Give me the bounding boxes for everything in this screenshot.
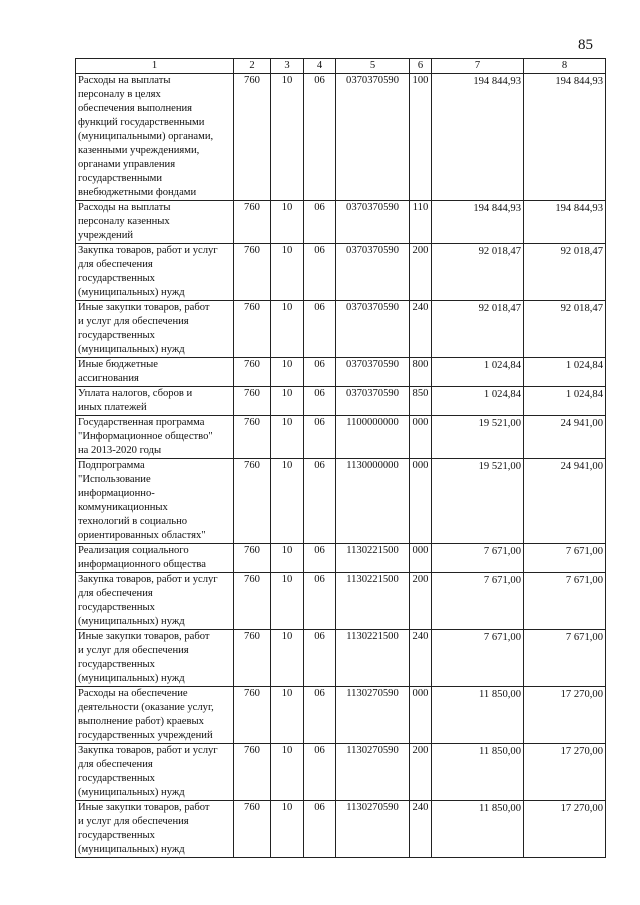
row-amount-col8-cell — [524, 301, 606, 358]
row-expense-type-cell: 850 — [410, 387, 432, 416]
row-name-line: (муниципальных) нужд — [78, 344, 185, 355]
row-target-article-cell: 1130221500 — [336, 630, 410, 687]
row-section-cell: 10 — [271, 387, 304, 416]
row-gv-cell: 760 — [234, 244, 271, 301]
row-section-cell: 10 — [271, 459, 304, 544]
row-expense-type-cell: 100 — [410, 74, 432, 201]
row-subsection-cell: 06 — [304, 416, 336, 459]
amount-value: 7 671,00 — [565, 546, 603, 557]
row-target-article-cell: 0370370590 — [336, 387, 410, 416]
amount-value: 92 018,47 — [560, 303, 603, 314]
header-cell-2: 2 — [234, 59, 271, 74]
row-section-cell: 10 — [271, 416, 304, 459]
row-gv-cell: 760 — [234, 201, 271, 244]
amount-value: 17 270,00 — [560, 746, 603, 757]
header-cell-3: 3 — [271, 59, 304, 74]
row-name-line: (муниципальных) нужд — [78, 287, 185, 298]
row-name-cell — [76, 244, 234, 301]
row-name-cell — [76, 544, 234, 573]
row-gv-cell: 760 — [234, 544, 271, 573]
row-name-line: Иные закупки товаров, работ — [78, 302, 210, 313]
row-name-line: коммуникационных — [78, 502, 168, 513]
row-name-cell — [76, 416, 234, 459]
row-name-cell — [76, 201, 234, 244]
table-row — [76, 630, 606, 687]
row-section-cell: 10 — [271, 573, 304, 630]
amount-value: 17 270,00 — [560, 803, 603, 814]
row-amount-col8-cell — [524, 744, 606, 801]
header-cell-7: 7 — [432, 59, 524, 74]
row-amount-col7-cell — [432, 301, 524, 358]
row-name-cell — [76, 74, 234, 201]
row-name-line: казенными учреждениями, — [78, 145, 200, 156]
row-subsection-cell: 06 — [304, 573, 336, 630]
row-expense-type-cell: 240 — [410, 801, 432, 858]
row-amount-col8-cell — [524, 801, 606, 858]
row-section-cell: 10 — [271, 744, 304, 801]
row-expense-type-cell: 000 — [410, 459, 432, 544]
amount-value: 92 018,47 — [560, 246, 603, 257]
row-subsection-cell: 06 — [304, 358, 336, 387]
row-name-line: функций государственными — [78, 117, 205, 128]
row-gv-cell: 760 — [234, 358, 271, 387]
row-amount-col8-cell — [524, 387, 606, 416]
row-name-line: обеспечения выполнения — [78, 103, 193, 114]
row-section-cell: 10 — [271, 630, 304, 687]
table-row — [76, 573, 606, 630]
row-section-cell: 10 — [271, 244, 304, 301]
amount-value: 17 270,00 — [560, 689, 603, 700]
row-target-article-cell: 0370370590 — [336, 244, 410, 301]
header-cell-5: 5 — [336, 59, 410, 74]
row-expense-type-cell: 110 — [410, 201, 432, 244]
amount-value: 11 850,00 — [479, 803, 521, 814]
row-subsection-cell: 06 — [304, 74, 336, 201]
row-amount-col8-cell — [524, 74, 606, 201]
row-name-line: Расходы на выплаты — [78, 75, 171, 86]
row-name-line: персоналу в целях — [78, 89, 161, 100]
row-amount-col7-cell — [432, 630, 524, 687]
row-target-article-cell: 1130221500 — [336, 544, 410, 573]
table-row — [76, 744, 606, 801]
table-row — [76, 201, 606, 244]
amount-value: 7 671,00 — [483, 632, 521, 643]
row-name-line: Закупка товаров, работ и услуг — [78, 745, 218, 756]
row-name-line: государственными — [78, 173, 163, 184]
row-name-cell — [76, 301, 234, 358]
row-gv-cell: 760 — [234, 74, 271, 201]
row-name-cell — [76, 573, 234, 630]
row-name-line: Уплата налогов, сборов и — [78, 388, 193, 399]
amount-value: 92 018,47 — [478, 303, 521, 314]
row-amount-col7-cell — [432, 201, 524, 244]
row-amount-col7-cell — [432, 244, 524, 301]
table-row — [76, 544, 606, 573]
row-name-line: персоналу казенных — [78, 216, 170, 227]
row-name-line: Расходы на обеспечение — [78, 688, 188, 699]
row-gv-cell: 760 — [234, 573, 271, 630]
row-name-line: ориентированных областях" — [78, 530, 206, 541]
row-section-cell: 10 — [271, 544, 304, 573]
row-subsection-cell: 06 — [304, 544, 336, 573]
row-name-line: государственных — [78, 830, 155, 841]
row-expense-type-cell: 200 — [410, 244, 432, 301]
row-name-line: Реализация социального — [78, 545, 189, 556]
row-section-cell: 10 — [271, 358, 304, 387]
row-subsection-cell: 06 — [304, 801, 336, 858]
row-name-line: Закупка товаров, работ и услуг — [78, 574, 218, 585]
row-amount-col7-cell — [432, 744, 524, 801]
row-amount-col8-cell — [524, 687, 606, 744]
row-name-line: государственных — [78, 330, 155, 341]
row-name-line: Расходы на выплаты — [78, 202, 171, 213]
row-gv-cell: 760 — [234, 630, 271, 687]
row-name-line: (муниципальных) нужд — [78, 844, 185, 855]
row-section-cell: 10 — [271, 201, 304, 244]
amount-value: 1 024,84 — [565, 360, 603, 371]
row-target-article-cell: 1130270590 — [336, 801, 410, 858]
row-name-cell — [76, 358, 234, 387]
row-target-article-cell: 1100000000 — [336, 416, 410, 459]
row-name-line: на 2013-2020 годы — [78, 445, 162, 456]
row-name-line: внебюджетными фондами — [78, 187, 197, 198]
row-subsection-cell: 06 — [304, 244, 336, 301]
row-name-line: и услуг для обеспечения — [78, 645, 189, 656]
row-target-article-cell: 0370370590 — [336, 301, 410, 358]
row-subsection-cell: 06 — [304, 201, 336, 244]
table-row — [76, 244, 606, 301]
table-row — [76, 74, 606, 201]
row-target-article-cell: 0370370590 — [336, 201, 410, 244]
row-amount-col8-cell — [524, 416, 606, 459]
row-amount-col7-cell — [432, 573, 524, 630]
row-name-cell — [76, 744, 234, 801]
row-name-cell — [76, 630, 234, 687]
header-row — [76, 59, 606, 74]
table-row — [76, 687, 606, 744]
row-subsection-cell: 06 — [304, 459, 336, 544]
amount-value: 194 844,93 — [473, 203, 521, 214]
row-expense-type-cell: 200 — [410, 744, 432, 801]
table-row — [76, 801, 606, 858]
row-expense-type-cell: 000 — [410, 416, 432, 459]
row-name-line: органами управления — [78, 159, 176, 170]
row-subsection-cell: 06 — [304, 687, 336, 744]
amount-value: 194 844,93 — [555, 203, 603, 214]
row-amount-col7-cell — [432, 74, 524, 201]
row-name-line: Иные бюджетные — [78, 359, 158, 370]
row-expense-type-cell: 800 — [410, 358, 432, 387]
row-amount-col7-cell — [432, 801, 524, 858]
row-name-line: Иные закупки товаров, работ — [78, 631, 210, 642]
amount-value: 24 941,00 — [560, 418, 603, 429]
amount-value: 19 521,00 — [478, 461, 521, 472]
row-target-article-cell: 0370370590 — [336, 74, 410, 201]
row-name-cell — [76, 387, 234, 416]
budget-table — [75, 58, 606, 858]
row-name-line: учреждений — [78, 230, 134, 241]
row-name-line: ассигнования — [78, 373, 139, 384]
page-number: 85 — [578, 37, 593, 53]
table-row — [76, 416, 606, 459]
row-amount-col8-cell — [524, 201, 606, 244]
row-name-line: Закупка товаров, работ и услуг — [78, 245, 218, 256]
row-section-cell: 10 — [271, 801, 304, 858]
amount-value: 1 024,84 — [565, 389, 603, 400]
row-section-cell: 10 — [271, 687, 304, 744]
row-name-line: Государственная программа — [78, 417, 205, 428]
row-target-article-cell: 1130221500 — [336, 573, 410, 630]
row-amount-col7-cell — [432, 687, 524, 744]
row-expense-type-cell: 240 — [410, 301, 432, 358]
row-name-line: и услуг для обеспечения — [78, 816, 189, 827]
row-name-line: для обеспечения — [78, 259, 153, 270]
row-gv-cell: 760 — [234, 459, 271, 544]
amount-value: 7 671,00 — [565, 632, 603, 643]
row-name-line: государственных — [78, 602, 155, 613]
row-name-line: государственных учреждений — [78, 730, 213, 741]
row-gv-cell: 760 — [234, 687, 271, 744]
amount-value: 7 671,00 — [483, 575, 521, 586]
row-name-line: (муниципальных) нужд — [78, 616, 185, 627]
row-name-line: информационно- — [78, 488, 155, 499]
row-section-cell: 10 — [271, 74, 304, 201]
row-name-line: и услуг для обеспечения — [78, 316, 189, 327]
row-name-line: (муниципальных) нужд — [78, 787, 185, 798]
row-name-line: "Использование — [78, 474, 151, 485]
amount-value: 11 850,00 — [479, 746, 521, 757]
row-subsection-cell: 06 — [304, 387, 336, 416]
row-name-line: государственных — [78, 659, 155, 670]
row-target-article-cell: 0370370590 — [336, 358, 410, 387]
row-name-cell — [76, 459, 234, 544]
row-name-line: деятельности (оказание услуг, — [78, 702, 214, 713]
row-expense-type-cell: 200 — [410, 573, 432, 630]
row-subsection-cell: 06 — [304, 301, 336, 358]
row-name-line: "Информационное общество" — [78, 431, 213, 442]
row-gv-cell: 760 — [234, 744, 271, 801]
row-gv-cell: 760 — [234, 416, 271, 459]
row-amount-col8-cell — [524, 630, 606, 687]
row-target-article-cell: 1130000000 — [336, 459, 410, 544]
row-amount-col8-cell — [524, 544, 606, 573]
amount-value: 1 024,84 — [483, 360, 521, 371]
row-amount-col7-cell — [432, 358, 524, 387]
amount-value: 19 521,00 — [478, 418, 521, 429]
table-row — [76, 459, 606, 544]
row-amount-col7-cell — [432, 416, 524, 459]
row-amount-col8-cell — [524, 573, 606, 630]
row-name-line: (муниципальных) нужд — [78, 673, 185, 684]
row-target-article-cell: 1130270590 — [336, 744, 410, 801]
row-amount-col8-cell — [524, 358, 606, 387]
row-name-cell — [76, 801, 234, 858]
row-amount-col7-cell — [432, 387, 524, 416]
row-name-line: государственных — [78, 273, 155, 284]
row-name-line: для обеспечения — [78, 588, 153, 599]
row-amount-col7-cell — [432, 459, 524, 544]
row-gv-cell: 760 — [234, 301, 271, 358]
amount-value: 92 018,47 — [478, 246, 521, 257]
row-expense-type-cell: 000 — [410, 544, 432, 573]
row-name-line: иных платежей — [78, 402, 147, 413]
table-row — [76, 301, 606, 358]
row-name-line: Подпрограмма — [78, 460, 145, 471]
row-name-line: выполнение работ) краевых — [78, 716, 204, 727]
amount-value: 11 850,00 — [479, 689, 521, 700]
amount-value: 24 941,00 — [560, 461, 603, 472]
row-name-line: для обеспечения — [78, 759, 153, 770]
amount-value: 7 671,00 — [483, 546, 521, 557]
row-amount-col8-cell — [524, 244, 606, 301]
row-expense-type-cell: 000 — [410, 687, 432, 744]
row-expense-type-cell: 240 — [410, 630, 432, 687]
row-name-line: государственных — [78, 773, 155, 784]
row-subsection-cell: 06 — [304, 744, 336, 801]
table-row — [76, 358, 606, 387]
amount-value: 7 671,00 — [565, 575, 603, 586]
amount-value: 1 024,84 — [483, 389, 521, 400]
row-name-line: технологий в социально — [78, 516, 188, 527]
amount-value: 194 844,93 — [473, 76, 521, 87]
row-target-article-cell: 1130270590 — [336, 687, 410, 744]
header-cell-4: 4 — [304, 59, 336, 74]
table-body — [76, 74, 606, 858]
row-name-line: Иные закупки товаров, работ — [78, 802, 210, 813]
row-name-cell — [76, 687, 234, 744]
header-cell-6: 6 — [410, 59, 432, 74]
row-amount-col7-cell — [432, 544, 524, 573]
row-name-line: информационного общества — [78, 559, 206, 570]
row-amount-col8-cell — [524, 459, 606, 544]
row-section-cell: 10 — [271, 301, 304, 358]
row-gv-cell: 760 — [234, 801, 271, 858]
header-cell-1: 1 — [76, 59, 234, 74]
row-subsection-cell: 06 — [304, 630, 336, 687]
row-name-line: (муниципальными) органами, — [78, 131, 214, 142]
row-gv-cell: 760 — [234, 387, 271, 416]
table-row — [76, 387, 606, 416]
amount-value: 194 844,93 — [555, 76, 603, 87]
header-cell-8: 8 — [524, 59, 606, 74]
